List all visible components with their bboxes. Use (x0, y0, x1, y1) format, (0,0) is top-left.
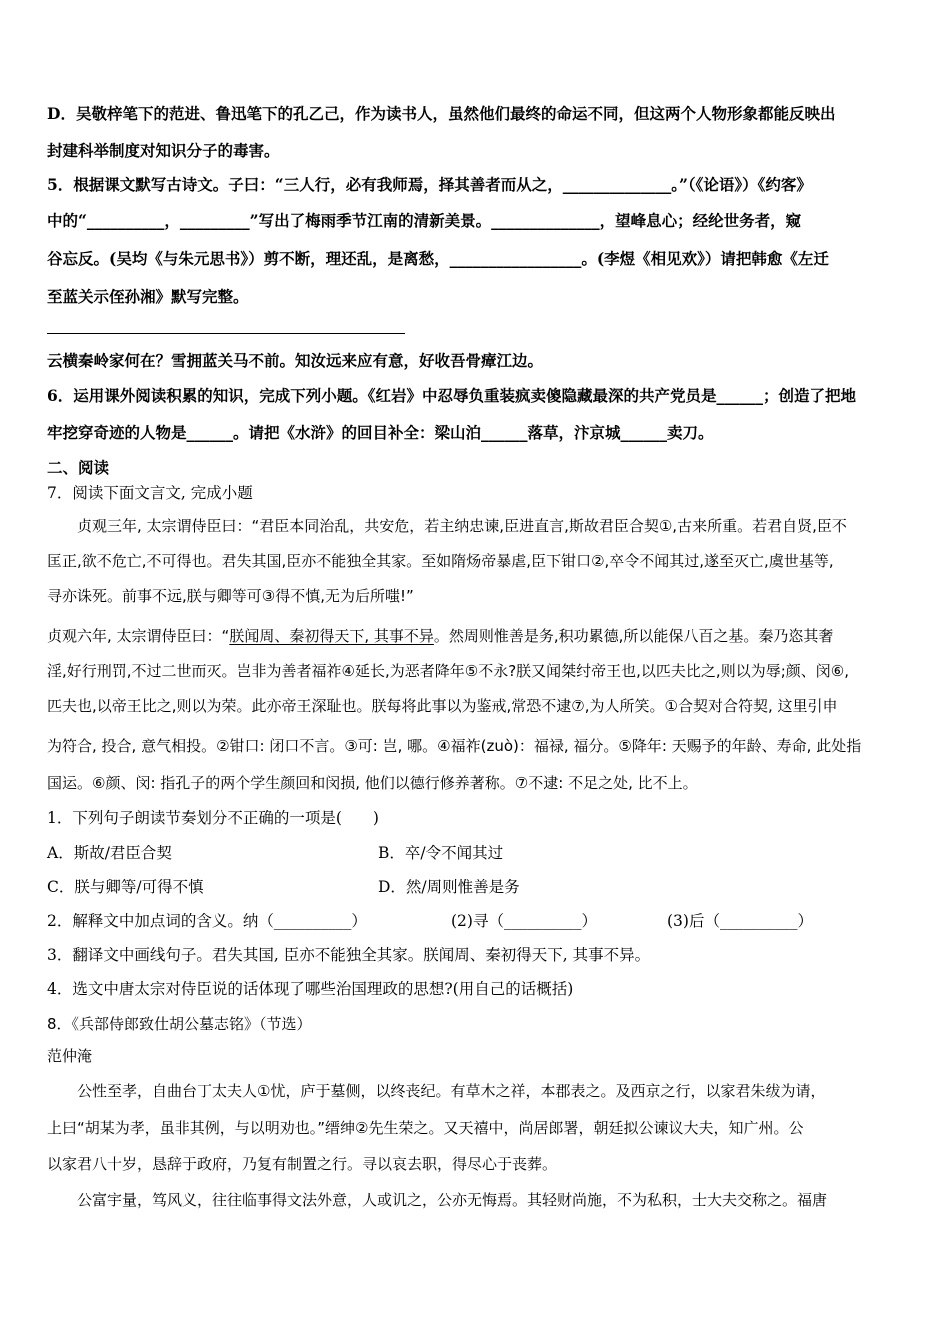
question-7-intro: 7．阅读下面文言文, 完成小题 (47, 484, 253, 502)
option-d-line-1: D．吴敬梓笔下的范进、鲁迅笔下的孔乙己，作为读书人，虽然他们最终的命运不同，但这两个人物形象都能反映出 (47, 104, 836, 123)
question-8-title: 8．《兵部侍郎致仕胡公墓志铭》（节选） (47, 1015, 312, 1033)
option-d[interactable]: D．然/周则惟善是务 (378, 878, 520, 896)
passage-2-line-3: 匹夫也,以帝王比之,则以为荣。此亦帝王深耻也。朕每将此事以为鉴戒,常恐不逮⑦,为人所笑。①合契对合符契, 这里引申 (47, 697, 838, 715)
epitaph-para-1-line-3: 以家君八十岁，恳辞于政府，乃复有制置之行。寻以哀去职，得尽心于丧葬。 (47, 1155, 558, 1173)
epitaph-para-2-line-1: 公富宇量，笃风义，往往临事得文法外意，人或讥之，公亦无悔焉。其轻财尚施，不为私积，士大夫交称之。福唐 (77, 1191, 828, 1209)
subquestion-2-part-2: (2)寻（__________） (451, 912, 597, 930)
passage-2-line-1 (47, 626, 833, 646)
subquestion-3: 3．翻译文中画线句子。君失其国, 臣亦不能独全其家。朕闻周、秦初得天下, 其事不异。 (47, 946, 651, 964)
passage-1-line-3: 寻亦诛死。前事不远,朕与卿等可③得不慎,无为后所嗤!” (47, 587, 414, 605)
passage-author: 范仲淹 (47, 1047, 93, 1065)
passage-2-line-4: 为符合, 投合, 意气相投。②钳口: 闭口不言。③可: 岂, 哪。④福祚(zuò)：福禄, 福分。⑤降年: 天赐予的年龄、寿命, 此处指 (47, 737, 862, 755)
question-5-poem: 云横秦岭家何在？雪拥蓝关马不前。知汝远来应有意，好收吾骨瘴江边。 (47, 351, 544, 370)
option-b[interactable]: B．卒/令不闻其过 (378, 844, 504, 862)
question-5-line-4: 至蓝关示侄孙湘》默写完整。 (47, 287, 249, 306)
option-a[interactable]: A．斯故/君臣合契 (47, 844, 172, 862)
passage-1-line-2: 匡正,欲不危亡,不可得也。君失其国,臣亦不能独全其家。至如隋炀帝暴虐,臣下钳口②,卒令不闻其过,遂至灭亡,虞世基等, (47, 552, 834, 570)
underlined-sentence: 朕闻周、秦初得天下, 其事不异 (229, 627, 434, 645)
epitaph-para-1-line-2: 上曰“胡某为孝，虽非其例，与以明劝也。”缙绅②先生荣之。又天禧中，尚居郎署，朝廷拟公谏议大夫，知广州。公 (47, 1119, 804, 1137)
passage-2-line-5: 国运。⑥颜、闵: 指孔子的两个学生颜回和闵损, 他们以德行修养著称。⑦不逮: 不足之处, 比不上。 (47, 774, 698, 792)
answer-blank-line (47, 333, 405, 334)
question-5-line-1: 5．根据课文默写古诗文。子曰：“三人行，必有我师焉，择其善者而从之，______________。”（《论语》）《约客》 (47, 175, 812, 194)
subquestion-4: 4．选文中唐太宗对侍臣说的话体现了哪些治国理政的思想?(用自己的话概括) (47, 980, 574, 998)
passage-2-intro: 贞观六年, 太宗谓侍臣曰：“ (47, 627, 230, 645)
question-6-line-1: 6．运用课外阅读积累的知识，完成下列小题。《红岩》中忍辱负重装疯卖傻隐藏最深的共产党员是______；创造了把地 (47, 386, 857, 405)
passage-2-line-2: 淫,好行刑罚,不过二世而灭。岂非为善者福祚④延长,为恶者降年⑤不永?朕又闻桀纣帝王也,以匹夫比之,则以为辱;颜、闵⑥, (47, 662, 849, 680)
subquestion-2-part-1: 2．解释文中加点词的含义。纳（__________） (47, 912, 367, 930)
question-5-line-3: 谷忘反。(吴均《与朱元思书》）剪不断，理还乱，是离愁，_________________。(李煜《相见欢》）请把韩愈《左迁 (47, 249, 829, 268)
subquestion-1: 1．下列句子朗读节奏划分不正确的一项是( ) (47, 809, 379, 827)
epitaph-para-1-line-1: 公性至孝，自曲台丁太夫人①忧，庐于墓侧，以终丧纪。有草木之祥，本郡表之。及西京之行，以家君朱绂为请， (77, 1082, 826, 1100)
question-6-line-2: 牢挖穿奇迹的人物是______。请把《水浒》的回目补全：梁山泊______落草，汴京城______卖刀。 (47, 423, 714, 442)
passage-2-continued: 。然周则惟善是务,积功累德,所以能保八百之基。秦乃恣其奢 (433, 627, 834, 645)
option-d-line-2: 封建科举制度对知识分子的毒害。 (47, 141, 280, 160)
option-c[interactable]: C．朕与卿等/可得不慎 (47, 878, 204, 896)
passage-1-line-1: 贞观三年, 太宗谓侍臣曰：“君臣本同治乱，共安危，若主纳忠谏,臣进直言,斯故君臣合契①,古来所重。若君自贤,臣不 (77, 517, 847, 535)
section-heading-reading: 二、阅读 (47, 458, 110, 477)
question-5-line-2: 中的“__________，_________”写出了梅雨季节江南的清新美景。______________，望峰息心；经纶世务者，窥 (47, 211, 802, 230)
subquestion-2-part-3: (3)后（__________） (667, 912, 813, 930)
